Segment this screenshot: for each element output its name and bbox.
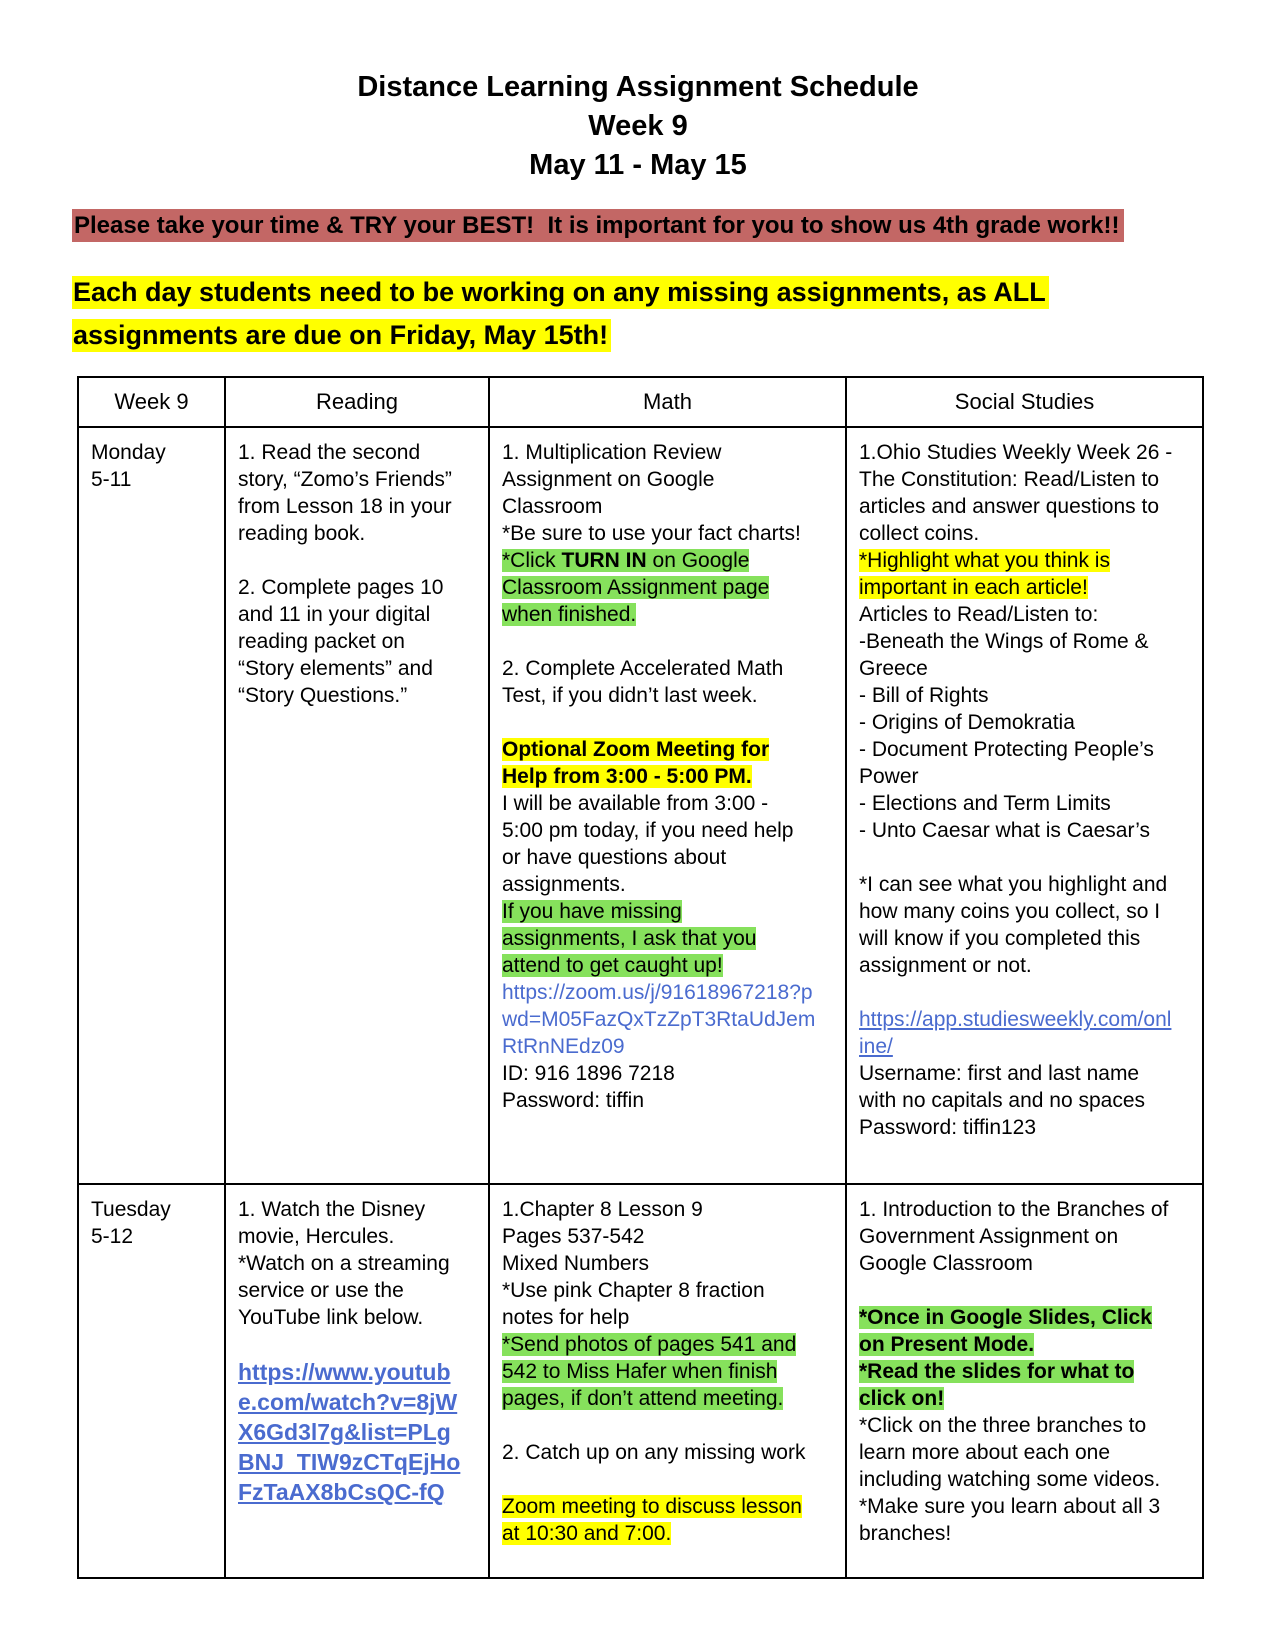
- text-line: [238, 439, 482, 466]
- text-line: [859, 1033, 1196, 1060]
- text-line: [502, 952, 839, 979]
- text-segment: Assignment on Google: [502, 468, 715, 491]
- text-line: [859, 1412, 1196, 1439]
- text-segment: 5-11: [91, 468, 132, 491]
- text-line: [238, 466, 482, 493]
- text-segment: how many coins you collect, so I: [859, 900, 1161, 923]
- column-header-reading: Reading: [225, 377, 489, 427]
- text-segment: Greece: [859, 657, 928, 680]
- text-segment: Pages 537-542: [502, 1225, 645, 1248]
- text-segment: assignment or not.: [859, 954, 1032, 977]
- text-line: [238, 493, 482, 520]
- text-segment: Password: tiffin123: [859, 1116, 1037, 1139]
- page-title: Distance Learning Assignment Schedule: [357, 71, 919, 103]
- text-segment: reading packet on: [238, 630, 405, 653]
- text-line: [859, 1250, 1196, 1277]
- text-segment: click on!: [859, 1387, 945, 1410]
- text-line: [859, 979, 1196, 1006]
- text-segment: 5:00 pm today, if you need help: [502, 819, 794, 842]
- text-segment: 2. Complete pages 10: [238, 576, 444, 599]
- text-segment: TURN IN: [561, 549, 647, 572]
- text-segment: “Story elements” and: [238, 657, 433, 680]
- text-line: [238, 1250, 482, 1277]
- text-line: [238, 1358, 482, 1388]
- text-line: [859, 1277, 1196, 1304]
- text-line: [238, 655, 482, 682]
- text-segment: Monday: [91, 441, 166, 464]
- text-segment: *Use pink Chapter 8 fraction: [502, 1279, 765, 1302]
- text-line: [238, 1448, 482, 1478]
- header-row: [78, 377, 1203, 427]
- text-line: [859, 1358, 1196, 1385]
- text-segment: Zoom meeting to discuss lesson: [502, 1495, 802, 1518]
- text-line: [238, 1331, 482, 1358]
- text-segment: or have questions about: [502, 846, 727, 869]
- text-line: [502, 655, 839, 682]
- text-segment: 2. Complete Accelerated Math: [502, 657, 784, 680]
- text-line: [502, 1087, 839, 1114]
- text-segment: *Watch on a streaming: [238, 1252, 450, 1275]
- yellow-banner-row: [72, 273, 1204, 316]
- text-segment: on Present Mode.: [859, 1333, 1035, 1356]
- text-line: [502, 898, 839, 925]
- text-segment: reading book.: [238, 522, 366, 545]
- text-line: [859, 601, 1196, 628]
- text-line: [238, 1304, 482, 1331]
- text-line: [502, 1385, 839, 1412]
- text-line: [859, 1223, 1196, 1250]
- yellow-banner: [72, 273, 1204, 359]
- text-segment: - Unto Caesar what is Caesar’s: [859, 819, 1151, 842]
- text-segment: 1. Introduction to the Branches of: [859, 1198, 1169, 1221]
- table-row-tuesday: [78, 1184, 1203, 1578]
- cell-monday-day: [78, 427, 225, 1184]
- column-header-math: Math: [489, 377, 846, 427]
- text-line: [859, 763, 1196, 790]
- text-segment: 5-12: [91, 1225, 134, 1248]
- link[interactable]: ine/: [859, 1035, 893, 1058]
- text-line: [502, 628, 839, 655]
- text-segment: *Make sure you learn about all 3: [859, 1495, 1161, 1518]
- text-segment: - Bill of Rights: [859, 684, 989, 707]
- text-line: [859, 574, 1196, 601]
- text-line: [238, 1478, 482, 1508]
- text-segment: notes for help: [502, 1306, 630, 1329]
- text-line: [502, 844, 839, 871]
- text-line: [502, 1033, 839, 1060]
- text-segment: movie, Hercules.: [238, 1225, 395, 1248]
- text-line: [859, 1466, 1196, 1493]
- text-line: [238, 682, 482, 709]
- text-line: [859, 925, 1196, 952]
- text-line: [238, 628, 482, 655]
- text-line: [502, 493, 839, 520]
- text-line: [859, 1114, 1196, 1141]
- text-segment: from Lesson 18 in your: [238, 495, 452, 518]
- red-banner-row: [72, 210, 1204, 242]
- text-line: [502, 763, 839, 790]
- text-line: [502, 1412, 839, 1439]
- text-segment: attend to get caught up!: [502, 954, 723, 977]
- text-line: [502, 1223, 839, 1250]
- text-segment: important in each article!: [859, 576, 1088, 599]
- text-segment: collect coins.: [859, 522, 980, 545]
- text-line: [502, 1060, 839, 1087]
- text-line: [502, 1331, 839, 1358]
- text-line: [859, 1331, 1196, 1358]
- text-line: [91, 439, 218, 466]
- text-line: [502, 1358, 839, 1385]
- document-title-block: [72, 68, 1204, 185]
- link[interactable]: X6Gd3l7g&list=PLg: [238, 1419, 451, 1445]
- text-segment: Password: tiffin: [502, 1089, 645, 1112]
- text-segment: service or use the: [238, 1279, 404, 1302]
- cell-monday-social-studies: [846, 427, 1203, 1184]
- text-line: [859, 655, 1196, 682]
- text-line: [859, 817, 1196, 844]
- text-segment: I will be available from 3:00 -: [502, 792, 769, 815]
- text-line: [502, 1250, 839, 1277]
- text-line: [859, 493, 1196, 520]
- text-line: [859, 1304, 1196, 1331]
- text-segment: with no capitals and no spaces: [859, 1089, 1146, 1112]
- text-line: [502, 736, 839, 763]
- text-segment: - Document Protecting People’s: [859, 738, 1154, 761]
- text-line: [502, 574, 839, 601]
- text-segment: at 10:30 and 7:00.: [502, 1522, 672, 1545]
- text-line: [859, 682, 1196, 709]
- text-segment: Power: [859, 765, 919, 788]
- text-line: [502, 979, 839, 1006]
- text-line: [859, 952, 1196, 979]
- text-line: [502, 1277, 839, 1304]
- text-segment: 1. Watch the Disney: [238, 1198, 426, 1221]
- yellow-banner-line1: Each day students need to be working on any missing assignments, as ALL: [72, 276, 1049, 309]
- text-line: [859, 1006, 1196, 1033]
- text-line: [859, 439, 1196, 466]
- text-segment: Tuesday: [91, 1198, 171, 1221]
- text-segment: articles and answer questions to: [859, 495, 1159, 518]
- column-header-social-studies: Social Studies: [846, 377, 1203, 427]
- text-segment: Google Classroom: [859, 1252, 1033, 1275]
- text-line: [859, 736, 1196, 763]
- text-segment: Classroom: [502, 495, 603, 518]
- text-segment: YouTube link below.: [238, 1306, 424, 1329]
- cell-monday-reading: [225, 427, 489, 1184]
- text-line: [859, 898, 1196, 925]
- text-segment: including watching some videos.: [859, 1468, 1161, 1491]
- text-line: [502, 547, 839, 574]
- text-segment: Optional Zoom Meeting for: [502, 738, 770, 761]
- text-segment: -Beneath the Wings of Rome &: [859, 630, 1149, 653]
- text-line: [859, 1520, 1196, 1547]
- text-segment: will know if you completed this: [859, 927, 1141, 950]
- cell-tuesday-math: [489, 1184, 846, 1578]
- text-line: [91, 466, 218, 493]
- page-subtitle-dates: May 11 - May 15: [529, 149, 747, 181]
- text-line: [859, 1385, 1196, 1412]
- assignment-schedule-table: [77, 376, 1204, 1579]
- text-segment: branches!: [859, 1522, 952, 1545]
- text-line: [238, 1388, 482, 1418]
- text-line: [859, 1196, 1196, 1223]
- link[interactable]: wd=M05FazQxTzZpT3RtaUdJem: [502, 1008, 816, 1031]
- text-segment: The Constitution: Read/Listen to: [859, 468, 1160, 491]
- text-segment: - Elections and Term Limits: [859, 792, 1111, 815]
- text-line: [502, 439, 839, 466]
- red-banner: Please take your time & TRY your BEST! It is important for you to show us 4th grade work!!: [72, 209, 1124, 242]
- text-segment: 1.Ohio Studies Weekly Week 26 -: [859, 441, 1173, 464]
- text-segment: *Read the slides for what to: [859, 1360, 1135, 1383]
- text-line: [859, 520, 1196, 547]
- text-segment: Mixed Numbers: [502, 1252, 650, 1275]
- cell-tuesday-reading: [225, 1184, 489, 1578]
- cell-monday-math: [489, 427, 846, 1184]
- text-line: [238, 1223, 482, 1250]
- column-header-week: Week 9: [78, 377, 225, 427]
- link[interactable]: https://app.studiesweekly.com/onl: [859, 1008, 1172, 1031]
- text-line: [859, 547, 1196, 574]
- text-line: [238, 1277, 482, 1304]
- text-segment: story, “Zomo’s Friends”: [238, 468, 452, 491]
- table-row-monday: [78, 427, 1203, 1184]
- text-line: [502, 817, 839, 844]
- text-segment: pages, if don’t attend meeting.: [502, 1387, 784, 1410]
- text-segment: learn more about each one: [859, 1441, 1111, 1464]
- text-segment: Government Assignment on: [859, 1225, 1119, 1248]
- yellow-banner-row: [72, 316, 1204, 359]
- text-line: [91, 1196, 218, 1223]
- text-segment: Test, if you didn’t last week.: [502, 684, 758, 707]
- text-line: [859, 628, 1196, 655]
- text-segment: - Origins of Demokratia: [859, 711, 1075, 734]
- text-segment: *Send photos of pages 541 and: [502, 1333, 797, 1356]
- text-line: [502, 790, 839, 817]
- text-line: [502, 1304, 839, 1331]
- text-line: [502, 925, 839, 952]
- text-segment: 1. Multiplication Review: [502, 441, 722, 464]
- link[interactable]: FzTaAX8bCsQC-fQ: [238, 1479, 445, 1505]
- link[interactable]: BNJ_TIW9zCTqEjHo: [238, 1449, 461, 1475]
- cell-tuesday-social-studies: [846, 1184, 1203, 1578]
- text-line: [91, 1223, 218, 1250]
- text-line: [502, 1196, 839, 1223]
- text-segment: assignments, I ask that you: [502, 927, 757, 950]
- page-subtitle-week: Week 9: [588, 110, 688, 142]
- text-line: [859, 1060, 1196, 1087]
- text-line: [859, 1493, 1196, 1520]
- text-segment: 1.Chapter 8 Lesson 9: [502, 1198, 703, 1221]
- text-line: [502, 1493, 839, 1520]
- text-line: [238, 601, 482, 628]
- text-segment: *Click: [502, 549, 562, 572]
- text-line: [238, 574, 482, 601]
- text-segment: 542 to Miss Hafer when finish: [502, 1360, 778, 1383]
- link[interactable]: https://www.youtub: [238, 1359, 451, 1385]
- text-segment: *Highlight what you think is: [859, 549, 1110, 572]
- text-line: [859, 790, 1196, 817]
- text-segment: and 11 in your digital: [238, 603, 431, 626]
- yellow-banner-line2: assignments are due on Friday, May 15th!: [72, 319, 611, 352]
- text-segment: assignments.: [502, 873, 626, 896]
- text-segment: when finished.: [502, 603, 637, 626]
- text-line: [859, 1439, 1196, 1466]
- text-line: [502, 1439, 839, 1466]
- link[interactable]: e.com/watch?v=8jW: [238, 1389, 458, 1415]
- text-line: [502, 1520, 839, 1547]
- text-segment: *Click on the three branches to: [859, 1414, 1147, 1437]
- text-line: [238, 1418, 482, 1448]
- text-segment: If you have missing: [502, 900, 682, 923]
- text-line: [859, 844, 1196, 871]
- cell-tuesday-day: [78, 1184, 225, 1578]
- text-line: [238, 520, 482, 547]
- text-line: [238, 547, 482, 574]
- text-segment: “Story Questions.”: [238, 684, 408, 707]
- text-line: [502, 871, 839, 898]
- text-line: [859, 709, 1196, 736]
- text-line: [502, 601, 839, 628]
- text-segment: Username: first and last name: [859, 1062, 1140, 1085]
- text-segment: 2. Catch up on any missing work: [502, 1441, 806, 1464]
- text-segment: on Google: [646, 549, 750, 572]
- text-line: [502, 520, 839, 547]
- link[interactable]: https://zoom.us/j/91618967218?p: [502, 981, 813, 1004]
- text-segment: *I can see what you highlight and: [859, 873, 1168, 896]
- text-line: [502, 1466, 839, 1493]
- text-line: [859, 466, 1196, 493]
- text-segment: Help from 3:00 - 5:00 PM.: [502, 765, 752, 788]
- text-line: [502, 709, 839, 736]
- text-segment: *Once in Google Slides, Click: [859, 1306, 1152, 1329]
- text-segment: *Be sure to use your fact charts!: [502, 522, 801, 545]
- text-segment: ID: 916 1896 7218: [502, 1062, 675, 1085]
- text-line: [238, 1196, 482, 1223]
- text-line: [502, 682, 839, 709]
- text-line: [502, 1006, 839, 1033]
- text-segment: 1. Read the second: [238, 441, 421, 464]
- text-line: [502, 466, 839, 493]
- link[interactable]: RtRnNEdz09: [502, 1035, 625, 1058]
- text-segment: Articles to Read/Listen to:: [859, 603, 1099, 626]
- text-line: [859, 871, 1196, 898]
- text-line: [859, 1087, 1196, 1114]
- text-segment: Classroom Assignment page: [502, 576, 770, 599]
